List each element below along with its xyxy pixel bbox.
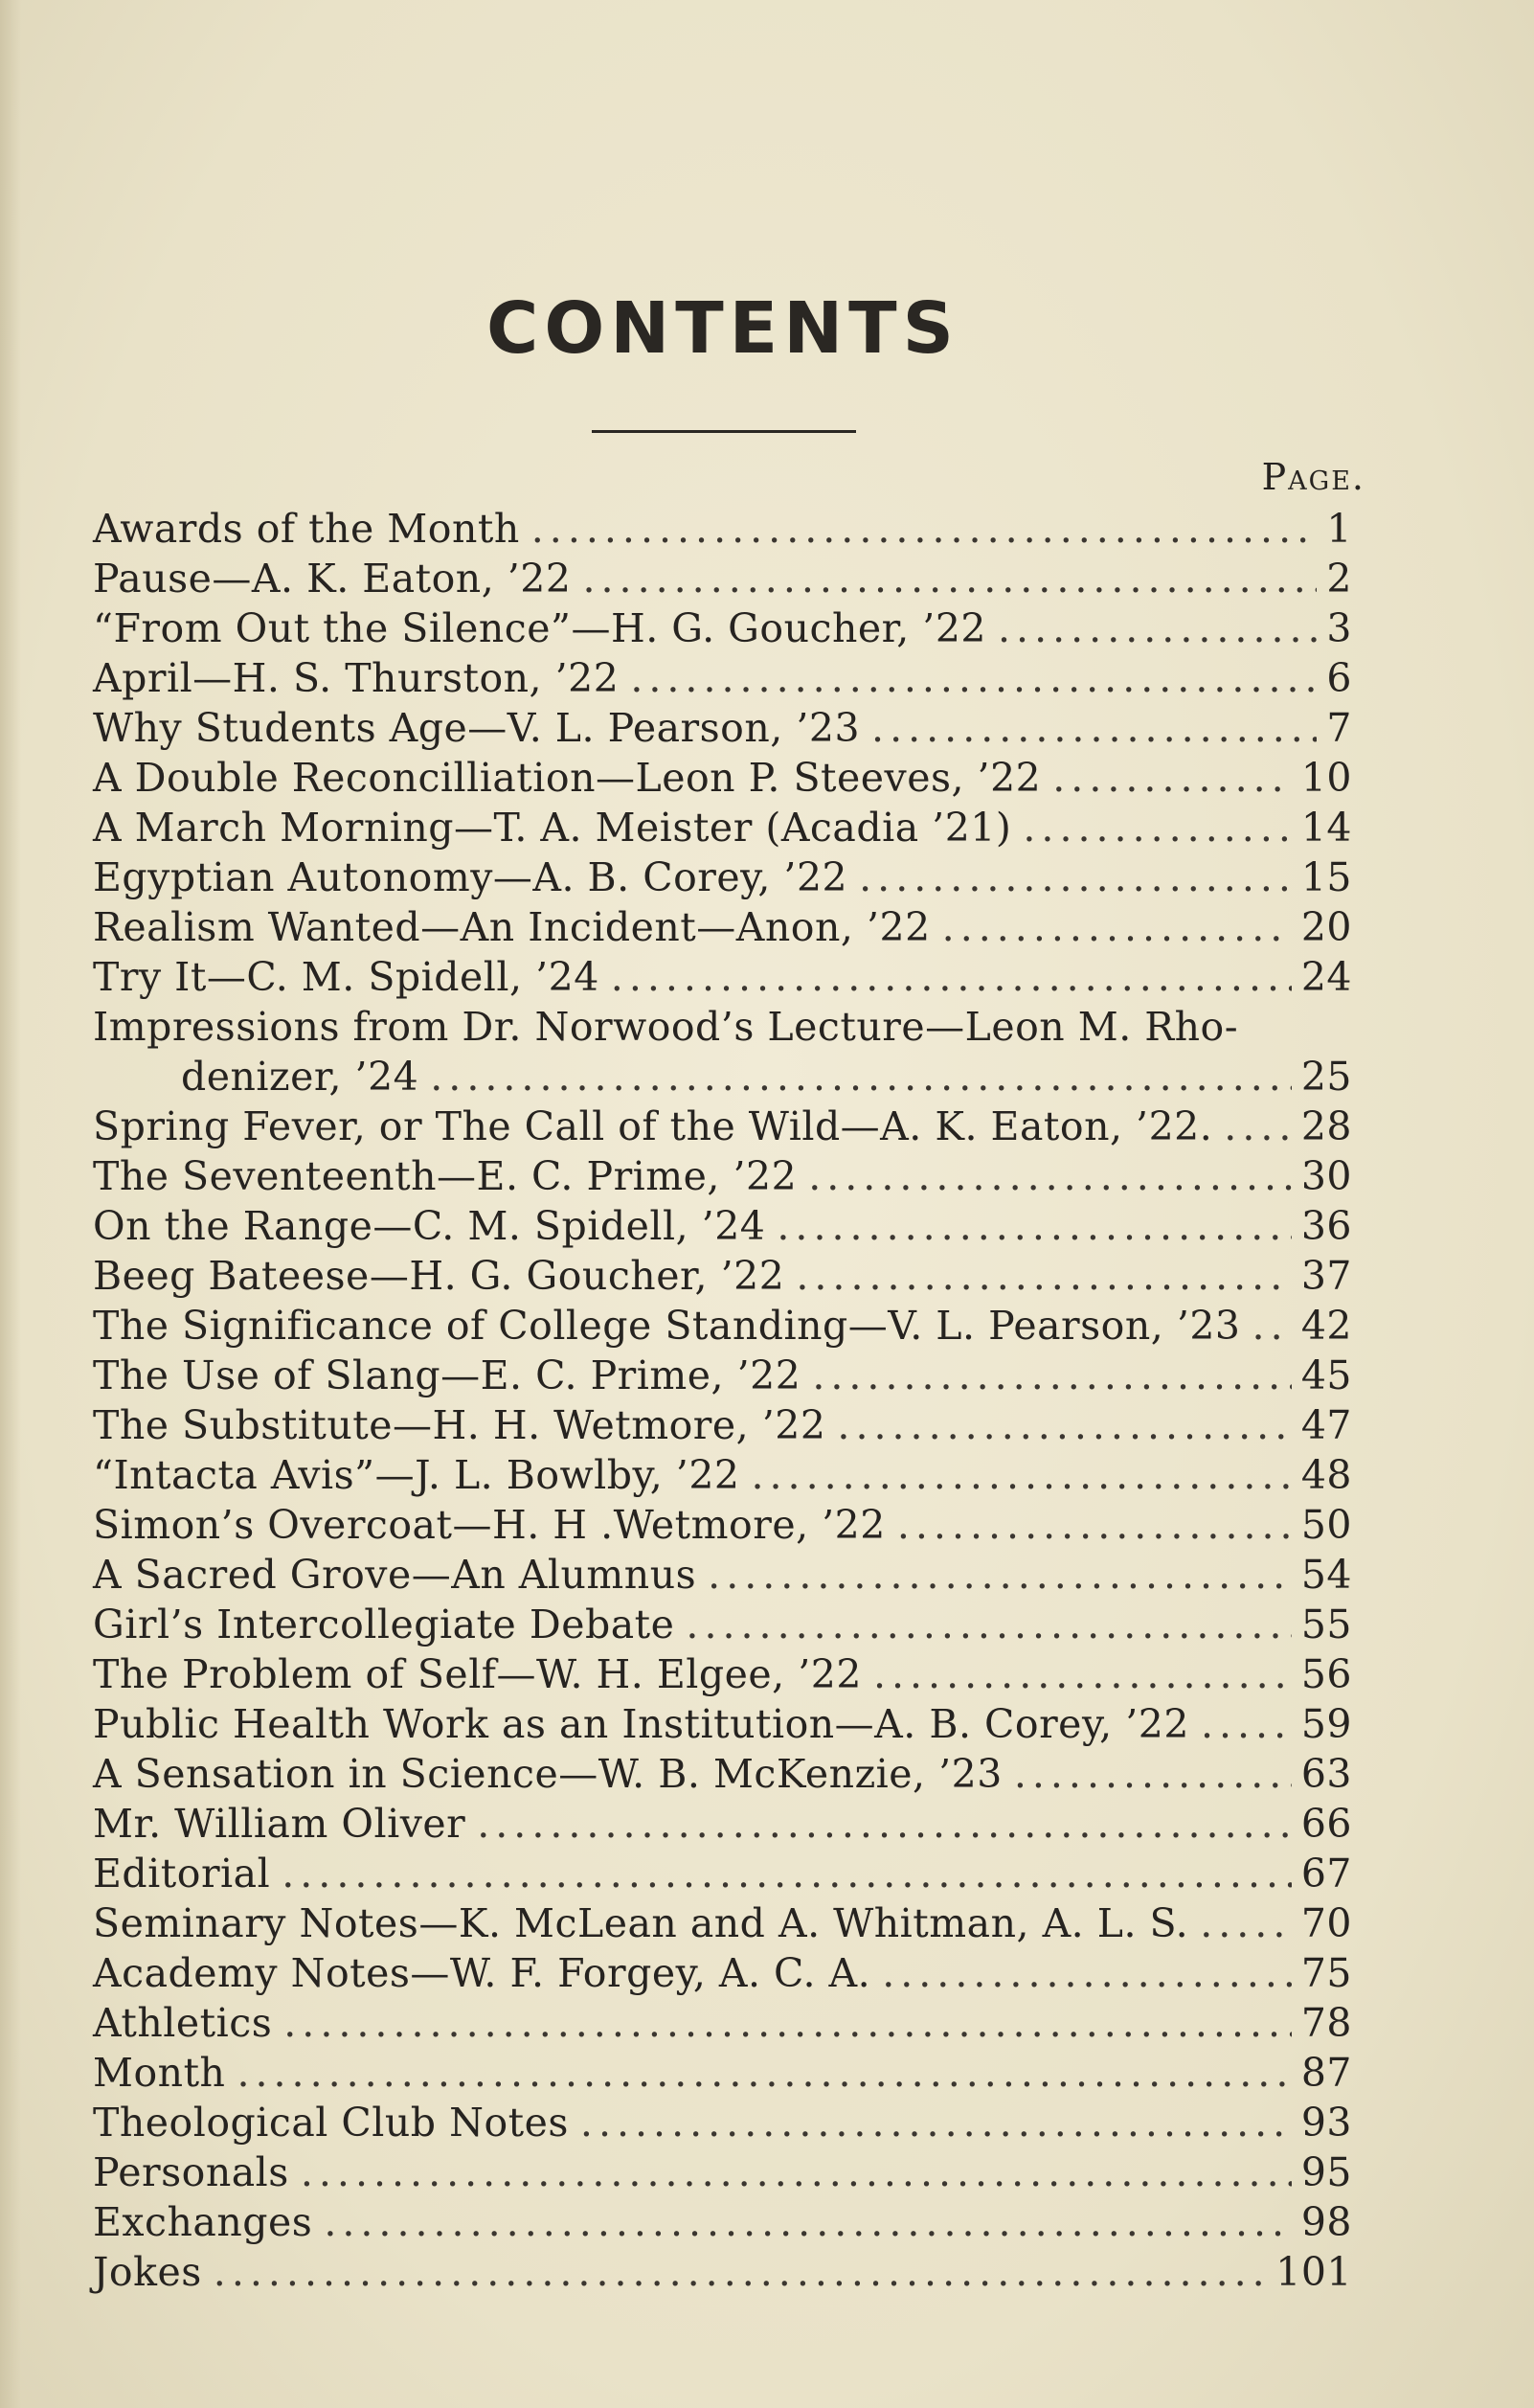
toc-leader-dots xyxy=(1201,1699,1292,1749)
toc-entry xyxy=(93,2197,1352,2247)
toc-leader-dots xyxy=(282,1849,1292,1898)
toc-entry xyxy=(93,753,1352,803)
toc-entry-title: Seminary Notes—K. McLean and A. Whitman, A. L. S. xyxy=(93,1900,1189,1946)
toc-entry-title: April—H. S. Thurston, ’22 xyxy=(93,655,620,701)
toc-entry-title: Awards of the Month xyxy=(93,506,520,552)
toc-entry xyxy=(93,554,1352,603)
toc-entry-title: Realism Wanted—An Incident—Anon, ’22 xyxy=(93,904,931,950)
toc-entry-page: 47 xyxy=(1300,1402,1352,1448)
toc-leader-dots xyxy=(942,902,1292,952)
toc-entry-page: 55 xyxy=(1300,1602,1352,1647)
toc-entry-page: 50 xyxy=(1300,1502,1352,1548)
toc-leader-dots xyxy=(214,2247,1266,2297)
toc-entry xyxy=(93,2247,1352,2297)
toc-entry xyxy=(93,1799,1352,1849)
toc-entry xyxy=(93,803,1352,852)
toc-entry xyxy=(93,1600,1352,1649)
toc-leader-dots xyxy=(582,554,1317,603)
toc-entry-title: The Substitute—H. H. Wetmore, ’22 xyxy=(93,1402,826,1448)
toc-leader-dots xyxy=(873,1649,1292,1699)
toc-entry xyxy=(93,653,1352,703)
toc-entry-title: Editorial xyxy=(93,1851,271,1897)
toc-leader-dots xyxy=(777,1201,1291,1251)
toc-entry-title: “Intacta Avis”—J. L. Bowlby, ’22 xyxy=(93,1452,740,1498)
toc-entry-title: Why Students Age—V. L. Pearson, ’23 xyxy=(93,705,861,751)
toc-leader-dots xyxy=(477,1799,1292,1849)
toc-leader-dots xyxy=(1224,1102,1292,1151)
toc-entry-page: 2 xyxy=(1326,556,1352,602)
toc-entry-title: Simon’s Overcoat—H. H .Wetmore, ’22 xyxy=(93,1502,886,1548)
toc-entry-title: Academy Notes—W. F. Forgey, A. C. A. xyxy=(93,1950,871,1996)
toc-leader-dots xyxy=(708,1550,1292,1600)
toc-leader-dots xyxy=(430,1052,1292,1102)
toc-entry-title: The Seventeenth—E. C. Prime, ’22 xyxy=(93,1153,798,1199)
toc-leader-dots xyxy=(580,2098,1292,2147)
toc-entry-title: Personals xyxy=(93,2149,289,2195)
toc-leader-dots xyxy=(301,2147,1292,2197)
toc-leader-dots xyxy=(1052,753,1292,803)
toc-entry xyxy=(93,603,1352,653)
toc-entry-page: 59 xyxy=(1300,1701,1352,1747)
toc-entry xyxy=(93,852,1352,902)
toc-entry-page: 101 xyxy=(1275,2249,1352,2295)
toc-entry-page: 67 xyxy=(1300,1851,1352,1897)
toc-leader-dots xyxy=(998,603,1317,653)
toc-entry-title: “From Out the Silence”—H. G. Goucher, ’22 xyxy=(93,605,986,651)
toc-entry-page: 78 xyxy=(1300,2000,1352,2046)
toc-entry xyxy=(93,1251,1352,1301)
toc-leader-dots xyxy=(859,852,1292,902)
toc-leader-dots xyxy=(882,1948,1292,1998)
toc-entry-page: 1 xyxy=(1326,506,1352,552)
toc-entry-page: 75 xyxy=(1300,1950,1352,1996)
toc-entry xyxy=(93,504,1352,554)
toc-entry-page: 48 xyxy=(1300,1452,1352,1498)
toc-entry xyxy=(93,1400,1352,1450)
toc-leader-dots xyxy=(283,1998,1292,2048)
table-of-contents xyxy=(93,504,1352,2297)
toc-entry-title: Egyptian Autonomy—A. B. Corey, ’22 xyxy=(93,854,848,900)
toc-entry-title: Impressions from Dr. Norwood’s Lecture—Leon M. Rho- xyxy=(93,1004,1239,1050)
toc-entry xyxy=(93,1450,1352,1500)
toc-leader-dots xyxy=(611,952,1292,1002)
toc-entry-page: 45 xyxy=(1300,1352,1352,1398)
toc-leader-dots xyxy=(812,1351,1292,1400)
toc-entry-page: 24 xyxy=(1300,954,1352,1000)
toc-leader-dots xyxy=(630,653,1317,703)
toc-leader-dots xyxy=(1023,803,1291,852)
toc-entry-title: Girl’s Intercollegiate Debate xyxy=(93,1602,675,1647)
toc-entry-title: A Double Reconcilliation—Leon P. Steeves, ’22 xyxy=(93,755,1042,801)
toc-entry xyxy=(93,1998,1352,2048)
toc-entry-page: 37 xyxy=(1300,1253,1352,1299)
toc-entry-page: 25 xyxy=(1300,1054,1352,1100)
toc-entry xyxy=(93,1649,1352,1699)
toc-entry-page: 98 xyxy=(1300,2199,1352,2245)
toc-entry-page: 63 xyxy=(1300,1751,1352,1797)
toc-entry xyxy=(93,1849,1352,1898)
toc-entry-page: 56 xyxy=(1300,1651,1352,1697)
toc-entry-page: 87 xyxy=(1300,2050,1352,2096)
toc-leader-dots xyxy=(796,1251,1291,1301)
toc-entry xyxy=(93,952,1352,1002)
toc-entry-page: 93 xyxy=(1300,2100,1352,2146)
toc-entry xyxy=(93,1898,1352,1948)
toc-entry-page: 20 xyxy=(1300,904,1352,950)
toc-leader-dots xyxy=(871,703,1317,753)
page-title: CONTENTS xyxy=(486,287,959,370)
toc-entry-page: 3 xyxy=(1326,605,1352,651)
toc-leader-dots xyxy=(1014,1749,1292,1799)
toc-leader-dots xyxy=(686,1600,1291,1649)
toc-entry-title: Public Health Work as an Institution—A. B. Corey, ’22 xyxy=(93,1701,1189,1747)
toc-entry-title: Exchanges xyxy=(93,2199,313,2245)
toc-entry-title: The Use of Slang—E. C. Prime, ’22 xyxy=(93,1352,801,1398)
toc-entry-page: 70 xyxy=(1300,1900,1352,1946)
toc-entry-page: 95 xyxy=(1300,2149,1352,2195)
toc-entry-page: 54 xyxy=(1300,1552,1352,1598)
toc-entry xyxy=(93,1052,1352,1102)
toc-entry-title: The Significance of College Standing—V. L. Pearson, ’23 xyxy=(93,1303,1241,1349)
toc-entry-page: 6 xyxy=(1326,655,1352,701)
toc-leader-dots xyxy=(324,2197,1292,2247)
toc-entry xyxy=(93,1500,1352,1550)
toc-leader-dots xyxy=(1252,1301,1292,1351)
toc-entry xyxy=(93,1102,1352,1151)
title-divider xyxy=(592,430,856,433)
toc-entry-title: Beeg Bateese—H. G. Goucher, ’22 xyxy=(93,1253,785,1299)
toc-entry-title: A Sensation in Science—W. B. McKenzie, ’23 xyxy=(93,1751,1003,1797)
toc-entry-title: The Problem of Self—W. H. Elgee, ’22 xyxy=(93,1651,862,1697)
toc-entry-page: 14 xyxy=(1300,805,1352,851)
toc-entry xyxy=(93,1699,1352,1749)
toc-entry-title: A March Morning—T. A. Meister (Acadia ’21) xyxy=(93,805,1012,851)
toc-entry-title: Athletics xyxy=(93,2000,273,2046)
toc-entry-title: Mr. William Oliver xyxy=(93,1801,466,1847)
toc-entry xyxy=(93,1351,1352,1400)
toc-entry-page: 15 xyxy=(1300,854,1352,900)
toc-leader-dots xyxy=(808,1151,1292,1201)
toc-entry xyxy=(93,2098,1352,2147)
toc-entry xyxy=(93,1749,1352,1799)
toc-leader-dots xyxy=(897,1500,1292,1550)
toc-entry-title: Jokes xyxy=(93,2249,202,2295)
toc-entry-title: A Sacred Grove—An Alumnus xyxy=(93,1552,697,1598)
toc-entry-title: Month xyxy=(93,2050,226,2096)
toc-leader-dots xyxy=(751,1450,1291,1500)
toc-entry xyxy=(93,902,1352,952)
toc-leader-dots xyxy=(1200,1898,1292,1948)
toc-entry-title: Theological Club Notes xyxy=(93,2100,569,2146)
toc-entry-title: Try It—C. M. Spidell, ’24 xyxy=(93,954,599,1000)
toc-entry-title: On the Range—C. M. Spidell, ’24 xyxy=(93,1203,766,1249)
toc-entry xyxy=(93,2147,1352,2197)
toc-entry xyxy=(93,1151,1352,1201)
toc-entry xyxy=(93,1002,1352,1052)
toc-entry xyxy=(93,1301,1352,1351)
toc-entry-page: 36 xyxy=(1300,1203,1352,1249)
page-column-label: Page. xyxy=(1261,456,1365,498)
toc-entry-title: Spring Fever, or The Call of the Wild—A. K. Eaton, ’22. xyxy=(93,1103,1213,1149)
toc-leader-dots xyxy=(237,2048,1291,2098)
toc-leader-dots xyxy=(837,1400,1291,1450)
toc-entry xyxy=(93,703,1352,753)
toc-leader-dots xyxy=(531,504,1318,554)
toc-entry-page: 10 xyxy=(1300,755,1352,801)
toc-entry xyxy=(93,1201,1352,1251)
toc-entry xyxy=(93,1550,1352,1600)
toc-entry xyxy=(93,2048,1352,2098)
toc-entry-page: 7 xyxy=(1326,705,1352,751)
toc-entry-page: 28 xyxy=(1300,1103,1352,1149)
toc-entry-page: 66 xyxy=(1300,1801,1352,1847)
toc-entry-title: Pause—A. K. Eaton, ’22 xyxy=(93,556,572,602)
toc-entry xyxy=(93,1948,1352,1998)
toc-entry-page: 42 xyxy=(1300,1303,1352,1349)
toc-entry-title: denizer, ’24 xyxy=(181,1054,419,1100)
toc-entry-page: 30 xyxy=(1300,1153,1352,1199)
